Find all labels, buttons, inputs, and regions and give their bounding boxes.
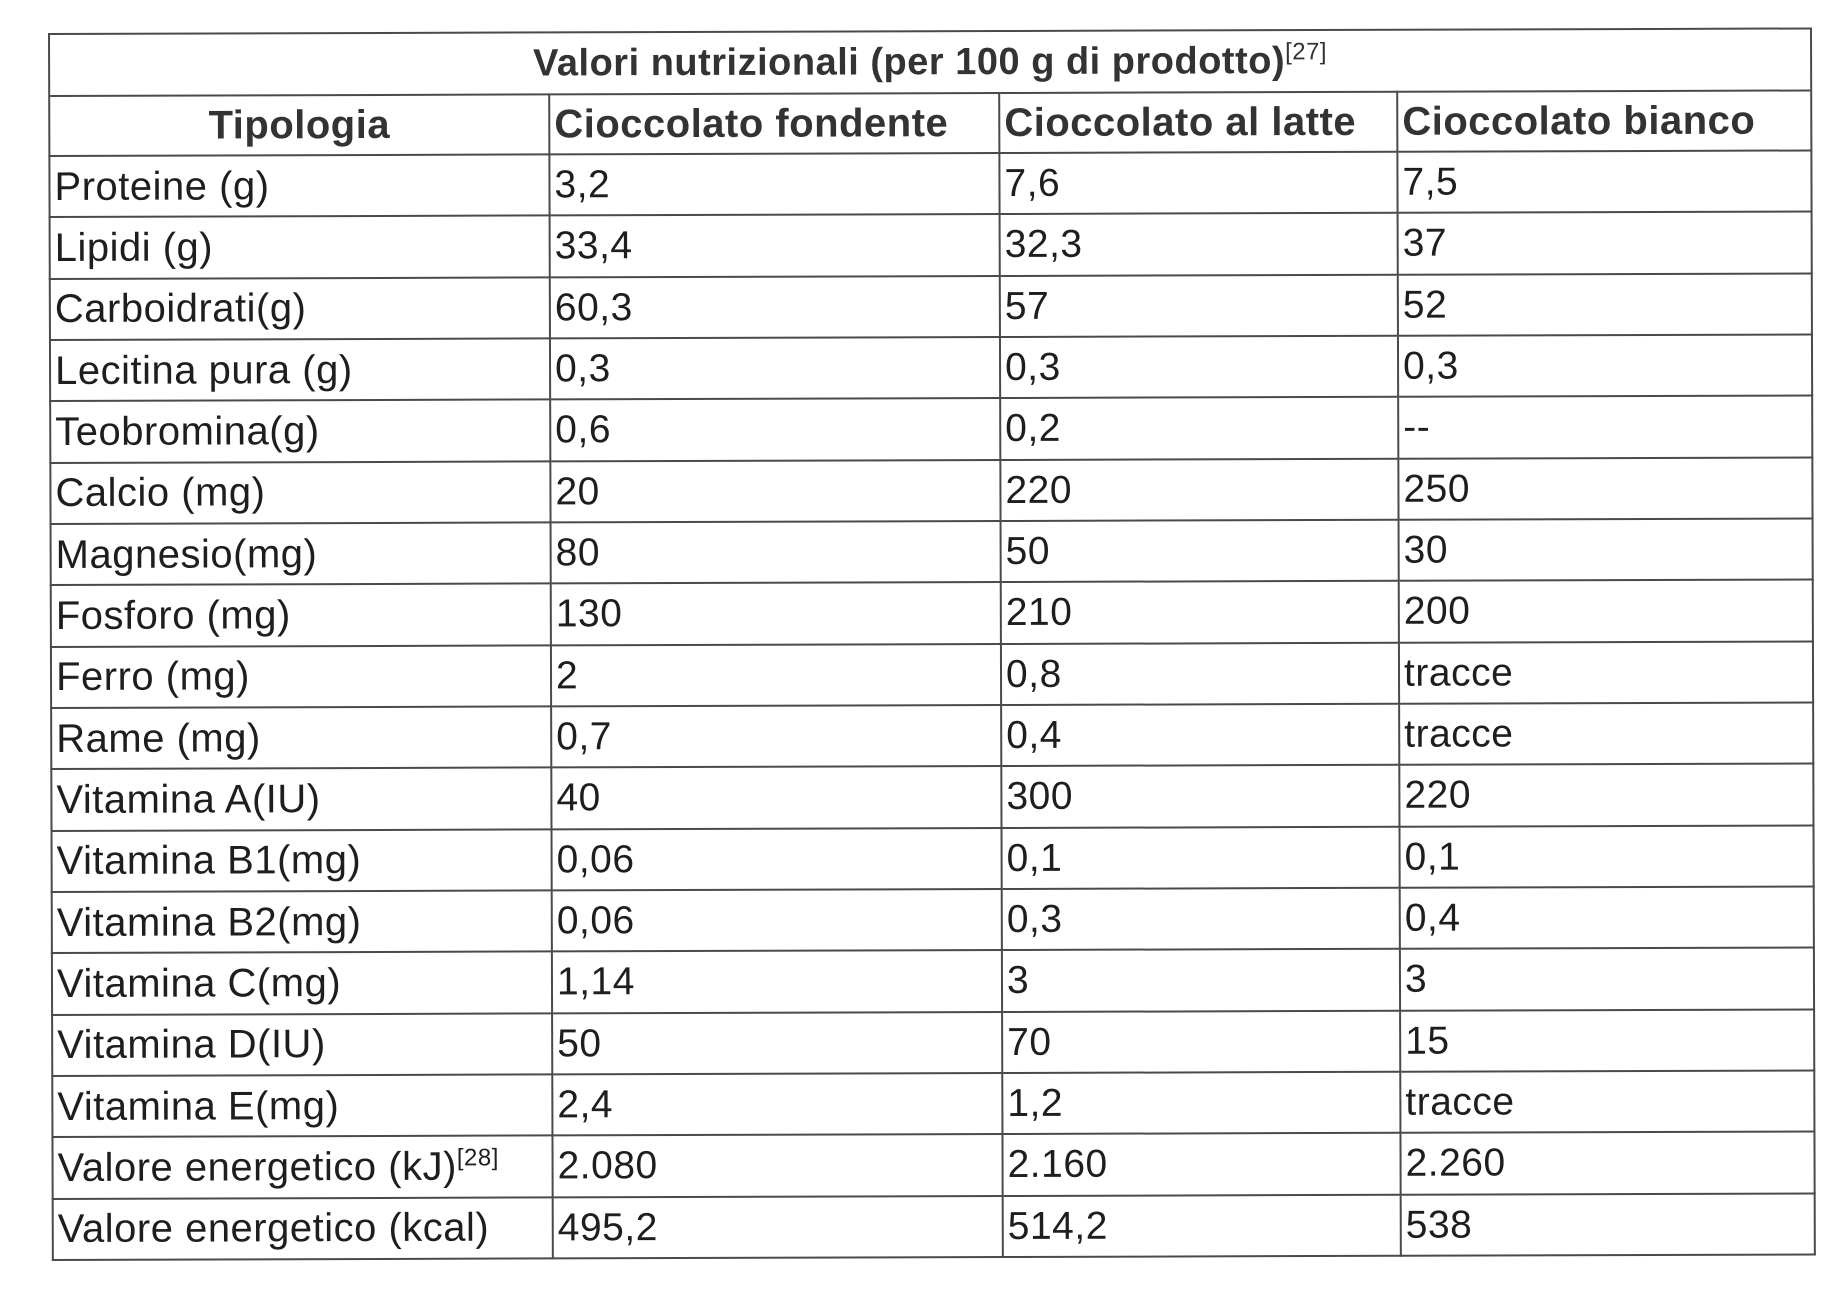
- row-label-text: Rame (mg): [56, 715, 261, 761]
- row-label-text: Carboidrati(g): [54, 286, 307, 332]
- nutrition-table-wrapper: [48, 27, 1814, 1261]
- value-bianco: 538: [1401, 1193, 1815, 1256]
- header-latte: Cioccolato al latte: [999, 92, 1397, 153]
- nutrition-table: [48, 27, 1816, 1261]
- value-fondente: 2,4: [552, 1073, 1002, 1136]
- value-fondente: 0,3: [550, 337, 1000, 400]
- table-header-row: [49, 90, 1811, 156]
- row-label: [50, 338, 550, 401]
- row-label-text: Vitamina D(IU): [57, 1022, 326, 1068]
- row-label: [50, 461, 550, 524]
- value-latte: 7,6: [999, 152, 1397, 215]
- row-label: [50, 400, 550, 463]
- value-latte: 220: [1000, 458, 1398, 521]
- table-row: [51, 702, 1813, 769]
- value-latte: 32,3: [1000, 213, 1398, 276]
- row-label-text: Vitamina C(mg): [56, 961, 342, 1006]
- value-bianco: 250: [1398, 457, 1812, 520]
- header-fondente: Cioccolato fondente: [549, 93, 999, 154]
- table-title-text: Valori nutrizionali (per 100 g di prodotto): [533, 40, 1286, 85]
- row-label-reference: [28]: [456, 1144, 499, 1172]
- value-bianco: 2.260: [1400, 1132, 1814, 1195]
- value-latte: 0,3: [1002, 888, 1400, 951]
- value-fondente: 1,14: [552, 950, 1002, 1013]
- row-label: [52, 1136, 552, 1199]
- table-row: [52, 1009, 1814, 1076]
- table-row: [52, 1132, 1814, 1199]
- table-row: [52, 886, 1814, 953]
- value-fondente: 0,06: [552, 828, 1002, 891]
- value-fondente: 2: [551, 644, 1001, 707]
- row-label: [50, 216, 550, 279]
- header-bianco: Cioccolato bianco: [1397, 90, 1811, 151]
- value-latte: 0,3: [1000, 336, 1398, 399]
- row-label-text: Vitamina E(mg): [57, 1083, 340, 1129]
- value-bianco: --: [1398, 396, 1812, 459]
- value-latte: 300: [1001, 765, 1399, 828]
- value-bianco: tracce: [1399, 702, 1813, 765]
- value-bianco: 200: [1399, 580, 1813, 643]
- value-latte: 1,2: [1002, 1072, 1400, 1135]
- row-label: [52, 952, 552, 1015]
- table-title: [49, 28, 1811, 96]
- value-latte: 57: [1000, 274, 1398, 337]
- value-latte: 0,2: [1000, 397, 1398, 460]
- value-fondente: 130: [551, 582, 1001, 645]
- value-fondente: 40: [551, 766, 1001, 829]
- value-latte: 0,1: [1002, 826, 1400, 889]
- row-label: [51, 645, 551, 708]
- value-bianco: 3: [1400, 948, 1814, 1011]
- value-bianco: 0,3: [1398, 334, 1812, 397]
- row-label-text: Ferro (mg): [55, 654, 250, 700]
- row-label-text: Calcio (mg): [55, 470, 266, 516]
- row-label-text: Magnesio(mg): [55, 531, 318, 577]
- row-label-text: Proteine (g): [54, 163, 270, 209]
- value-bianco: 0,1: [1399, 825, 1813, 888]
- table-row: [50, 212, 1812, 279]
- row-label-text: Valore energetico (kJ): [57, 1144, 457, 1190]
- table-row: [50, 334, 1812, 401]
- value-bianco: 30: [1399, 518, 1813, 581]
- row-label-text: Teobromina(g): [55, 409, 320, 454]
- value-fondente: 2.080: [552, 1134, 1002, 1197]
- value-fondente: 33,4: [550, 214, 1000, 277]
- value-latte: 0,4: [1001, 704, 1399, 767]
- table-row: [51, 764, 1813, 831]
- header-tipologia: Tipologia: [49, 94, 549, 156]
- table-row: [52, 1070, 1814, 1137]
- title-reference: [27]: [1285, 38, 1328, 66]
- row-label-text: Lipidi (g): [54, 225, 214, 270]
- row-label-text: Fosforo (mg): [55, 593, 291, 638]
- value-latte: 50: [1001, 520, 1399, 583]
- table-row: [52, 825, 1814, 892]
- row-label: [52, 1074, 552, 1137]
- value-fondente: 60,3: [550, 276, 1000, 339]
- row-label: [50, 277, 550, 340]
- row-label: [52, 829, 552, 892]
- row-label-text: Vitamina B1(mg): [56, 838, 362, 884]
- row-label: [52, 1013, 552, 1076]
- row-label: [51, 768, 551, 831]
- row-label-text: Vitamina A(IU): [56, 777, 321, 822]
- table-body: [49, 150, 1814, 1260]
- value-fondente: 0,7: [551, 705, 1001, 768]
- value-fondente: 0,06: [552, 889, 1002, 952]
- row-label-text: Valore energetico (kcal): [57, 1205, 490, 1252]
- value-bianco: 0,4: [1400, 886, 1814, 949]
- table-row: [53, 1193, 1815, 1260]
- table-row: [52, 948, 1814, 1015]
- value-fondente: 80: [551, 521, 1001, 584]
- row-label: [52, 890, 552, 953]
- value-bianco: 15: [1400, 1009, 1814, 1072]
- table-row: [50, 273, 1812, 340]
- table-row: [50, 457, 1812, 524]
- value-bianco: tracce: [1399, 641, 1813, 704]
- row-label: [49, 154, 549, 217]
- table-title-row: [49, 28, 1811, 96]
- value-latte: 3: [1002, 949, 1400, 1012]
- value-fondente: 495,2: [553, 1196, 1003, 1259]
- value-fondente: 0,6: [550, 398, 1000, 461]
- table-row: [51, 518, 1813, 585]
- value-bianco: tracce: [1400, 1070, 1814, 1133]
- value-latte: 2.160: [1002, 1133, 1400, 1196]
- row-label: [51, 706, 551, 769]
- value-bianco: 37: [1398, 212, 1812, 275]
- table-row: [51, 580, 1813, 647]
- value-latte: 514,2: [1003, 1194, 1401, 1257]
- table-row: [49, 150, 1811, 217]
- value-latte: 70: [1002, 1010, 1400, 1073]
- value-latte: 210: [1001, 581, 1399, 644]
- value-bianco: 220: [1399, 764, 1813, 827]
- value-fondente: 3,2: [549, 153, 999, 216]
- row-label: [51, 522, 551, 585]
- row-label: [51, 584, 551, 647]
- row-label-text: Lecitina pura (g): [54, 347, 353, 393]
- value-bianco: 52: [1398, 273, 1812, 336]
- row-label-text: Vitamina B2(mg): [56, 899, 362, 945]
- value-fondente: 20: [550, 460, 1000, 523]
- value-latte: 0,8: [1001, 642, 1399, 705]
- table-row: [51, 641, 1813, 708]
- value-bianco: 7,5: [1397, 150, 1811, 213]
- value-fondente: 50: [552, 1012, 1002, 1075]
- table-row: [50, 396, 1812, 463]
- row-label: [53, 1197, 553, 1260]
